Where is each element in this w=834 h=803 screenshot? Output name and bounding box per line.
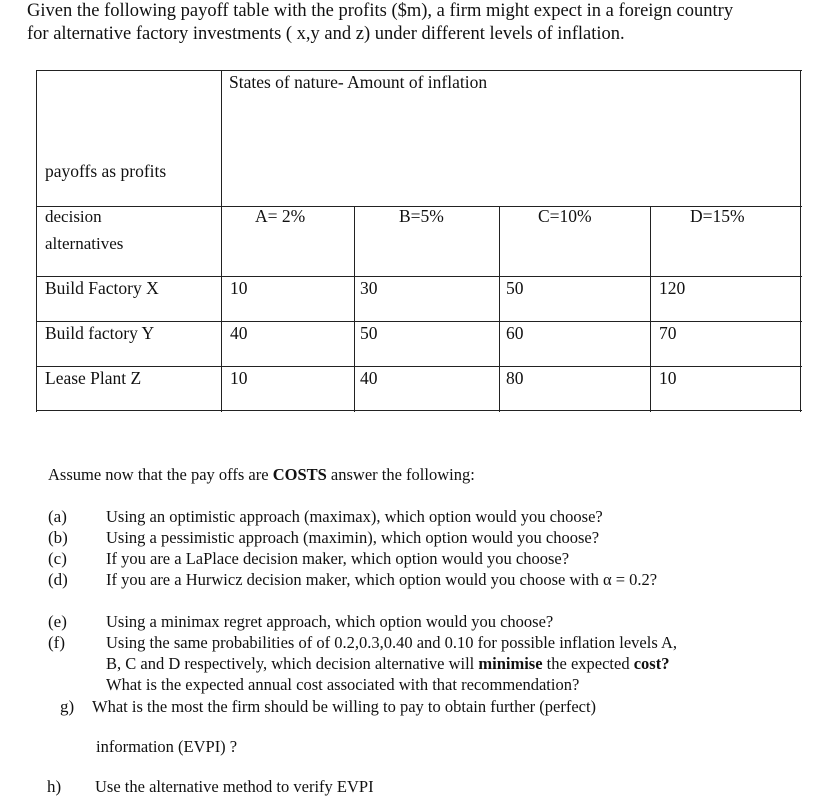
table-cell: 80 (506, 368, 524, 388)
column-header-c: C=10% (538, 206, 592, 226)
table-cell: 120 (659, 278, 686, 298)
assume-bold: COSTS (272, 465, 327, 484)
intro-line-2: for alternative factory investments ( x,y and z) under different levels of inflation. (27, 24, 625, 44)
table-cell: 30 (360, 278, 378, 298)
table-cell: 10 (230, 278, 248, 298)
question-text-a: Using an optimistic approach (maximax), which option would you choose? (106, 507, 603, 526)
question-f-text: the expected (546, 654, 630, 673)
table-cell: 60 (506, 323, 524, 343)
row-label-z: Lease Plant Z (45, 368, 142, 388)
decision-alternatives-label: decision alternatives (45, 207, 124, 253)
table-rule (354, 206, 355, 412)
states-of-nature-header: States of nature- Amount of inflation (229, 72, 488, 92)
question-label-a: (a) (48, 507, 67, 526)
table-border-right (800, 70, 801, 412)
question-f-bold: cost? (633, 654, 670, 673)
question-g-line-2: information (EVPI) ? (96, 737, 238, 756)
assume-statement (48, 465, 475, 485)
table-cell: 70 (659, 323, 677, 343)
question-f-bold: minimise (478, 654, 543, 673)
question-label-c: (c) (48, 549, 67, 568)
assume-prefix: Assume now that the pay offs are (48, 465, 269, 484)
payoffs-label: payoffs as profits (45, 161, 167, 181)
column-header-a: A= 2% (255, 206, 306, 226)
intro-paragraph (27, 0, 733, 46)
table-cell: 10 (659, 368, 677, 388)
table-border-left (36, 70, 37, 412)
question-label-d: (d) (48, 570, 68, 589)
question-text-c: If you are a LaPlace decision maker, which option would you choose? (106, 549, 570, 568)
question-label-h: h) (47, 777, 62, 796)
question-h-text: Use the alternative method to verify EVPI (95, 777, 374, 796)
question-label-g: g) (60, 697, 75, 716)
intro-line-1: Given the following payoff table with the profits ($m), a firm might expect in a foreign country (27, 1, 734, 21)
question-label-b: (b) (48, 528, 68, 547)
question-f-line-2 (106, 654, 669, 674)
row-label-x: Build Factory X (45, 278, 159, 298)
table-cell: 50 (506, 278, 524, 298)
question-g-line-1: What is the most the firm should be willing to pay to obtain further (perfect) (92, 697, 597, 716)
column-header-b: B=5% (399, 206, 444, 226)
table-cell: 40 (360, 368, 378, 388)
table-cell: 40 (230, 323, 248, 343)
table-cell: 10 (230, 368, 248, 388)
question-text-b: Using a pessimistic approach (maximin), which option would you choose? (106, 528, 600, 547)
question-label-f: (f) (48, 633, 65, 652)
question-label-e: (e) (48, 612, 67, 631)
payoff-table (36, 70, 802, 412)
row-label-y: Build factory Y (45, 323, 155, 343)
question-text-d: If you are a Hurwicz decision maker, which option would you choose with α = 0.2? (106, 570, 658, 589)
question-f-line-1: Using the same probabilities of of 0.2,0.3,0.40 and 0.10 for possible inflation levels A, (106, 633, 677, 652)
table-border-bottom (36, 410, 802, 411)
assume-suffix: answer the following: (330, 465, 475, 484)
table-rule (221, 70, 222, 412)
table-rule (36, 366, 802, 367)
table-rule (650, 206, 651, 412)
table-rule (499, 206, 500, 412)
question-f-text: B, C and D respectively, which decision alternative will (106, 654, 475, 673)
table-cell: 50 (360, 323, 378, 343)
question-f-line-3: What is the expected annual cost associated with that recommendation? (106, 675, 580, 694)
column-header-d: D=15% (690, 206, 745, 226)
question-text-e: Using a minimax regret approach, which option would you choose? (106, 612, 554, 631)
